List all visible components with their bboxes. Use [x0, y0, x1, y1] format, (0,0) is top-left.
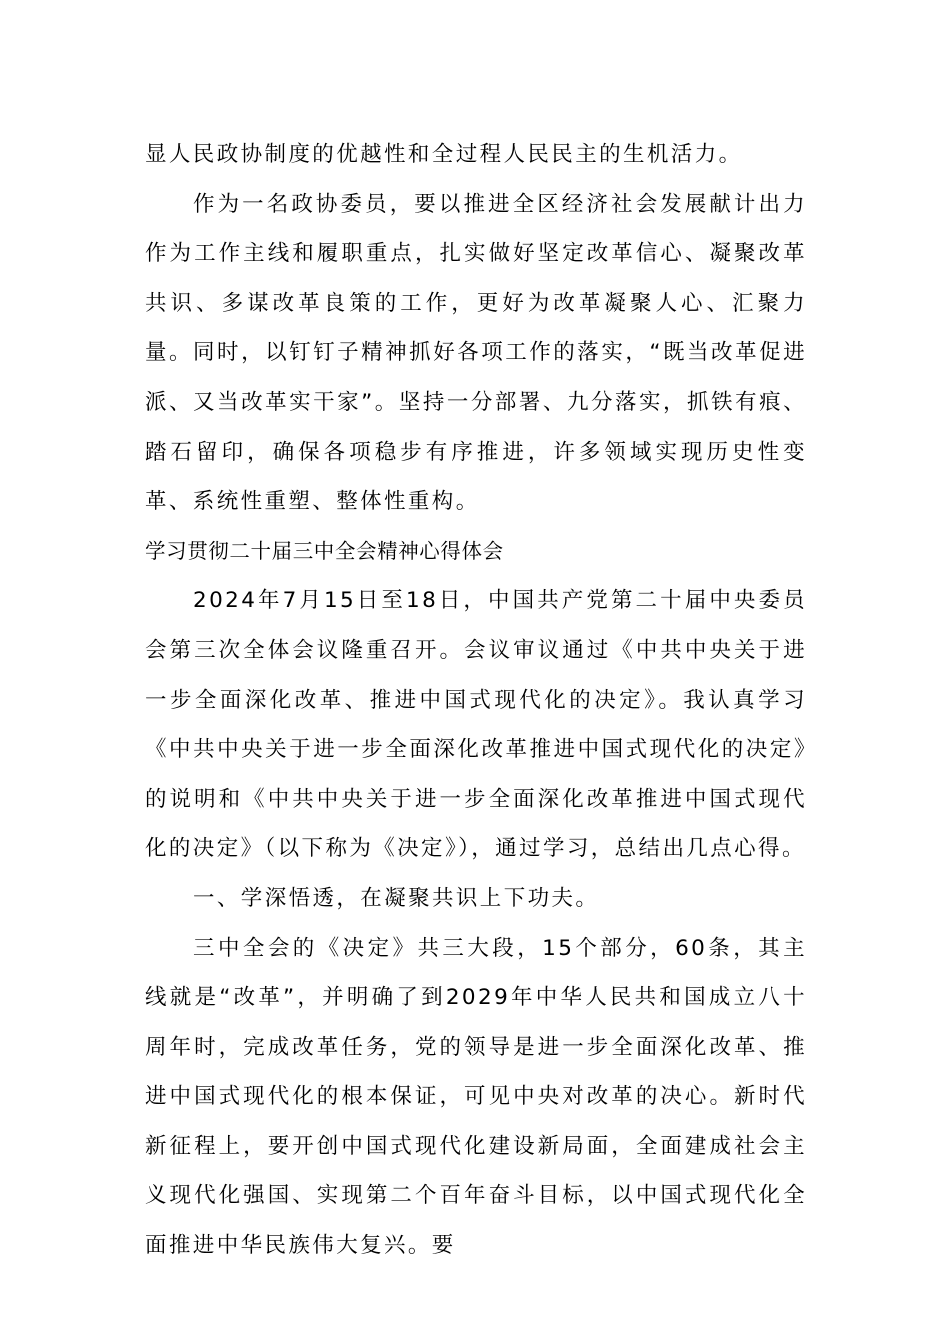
- paragraph-committee-member: 作为一名政协委员，要以推进全区经济社会发展献计出力作为工作主线和履职重点，扎实做好坚定改革信心、凝聚改革共识、多谋改革良策的工作，更好为改革凝聚人心、汇聚力量。同时，以钉钉子精神抓好各项工作的落实，“既当改革促进派、又当改革实干家”。坚持一分部署、九分落实，抓铁有痕、踏石留印，确保各项稳步有序推进，许多领域实现历史性变革、系统性重塑、整体性重构。: [145, 191, 807, 515]
- paragraph-decision-summary: 三中全会的《决定》共三大段，15个部分，60条，其主线就是“改革”，并明确了到2029年中华人民共和国成立八十周年时，完成改革任务，党的领导是进一步全面深化改革、推进中国式现代化的根本保证，可见中央对改革的决心。新时代新征程上，要开创中国式现代化建设新局面，全面建成社会主义现代化强国、实现第二个百年奋斗目标，以中国式现代化全面推进中华民族伟大复兴。要: [145, 935, 807, 1259]
- paragraph-point-one: 一、学深悟透，在凝聚共识上下功夫。: [193, 885, 600, 911]
- paragraph-continuation: 显人民政协制度的优越性和全过程人民民主的生机活力。: [145, 142, 743, 167]
- paragraph-plenary-session: 2024年7月15日至18日，中国共产党第二十届中央委员会第三次全体会议隆重召开。会议审议通过《中共中央关于进一步全面深化改革、推进中国式现代化的决定》。我认真学习《中共中央关于进一步全面深化改革推进中国式现代化的决定》的说明和《中共中央关于进一步全面深化改革推进中国式现代化的决定》（以下称为《决定》），通过学习，总结出几点心得。: [145, 588, 807, 862]
- document-body: [145, 130, 807, 1271]
- section-title: 学习贯彻二十届三中全会精神心得体会: [145, 538, 504, 563]
